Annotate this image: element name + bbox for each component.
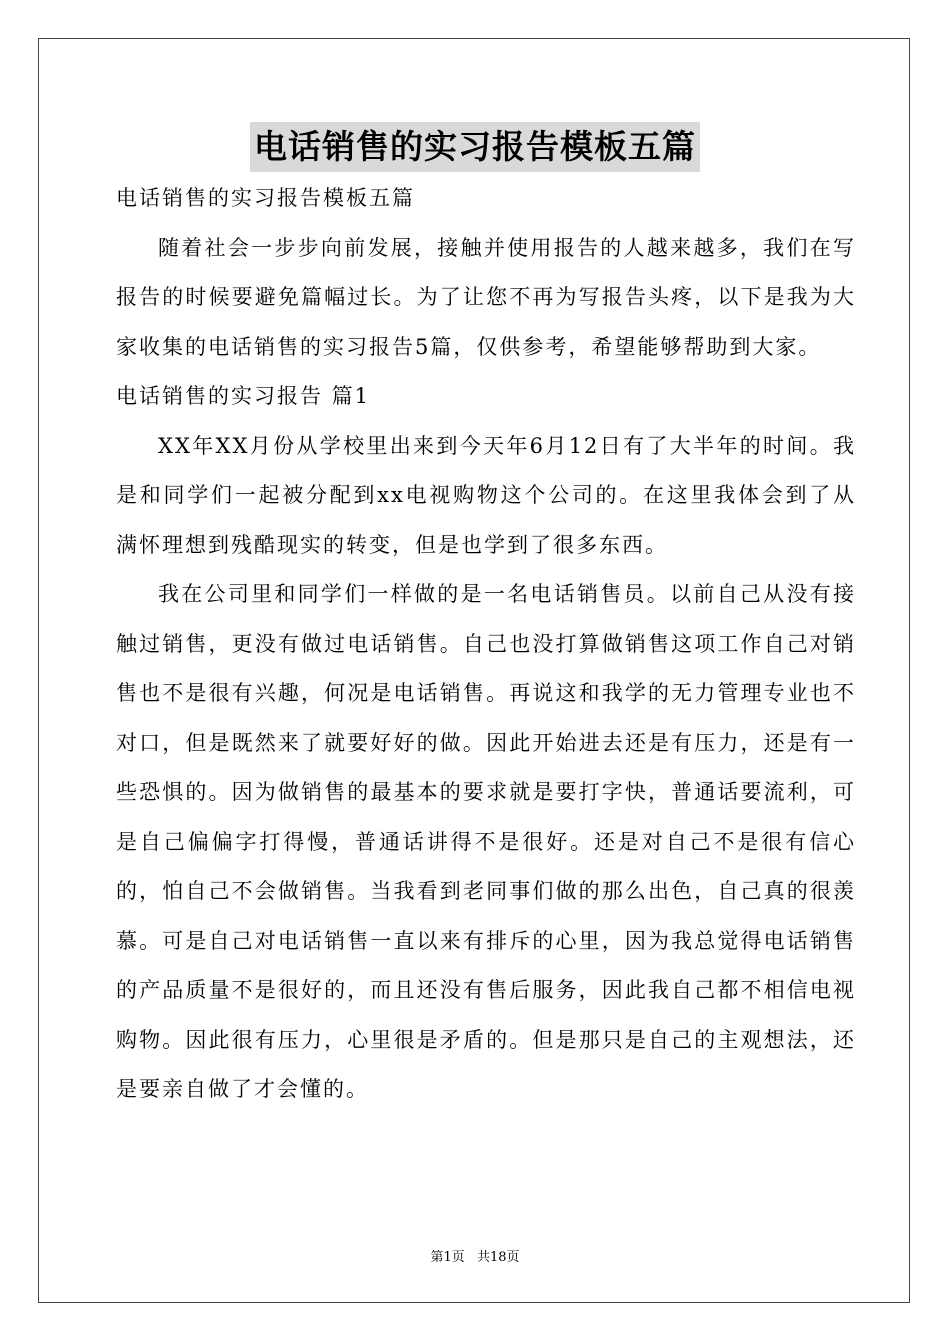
document-body	[116, 174, 856, 1115]
section-heading: 电话销售的实习报告 篇1	[116, 384, 371, 408]
page-footer	[0, 1246, 950, 1265]
document-title: 电话销售的实习报告模板五篇	[250, 122, 700, 172]
body-paragraph-1: XX年XX月份从学校里出来到今天年6月12日有了大半年的时间。我是和同学们一起被分配到xx电视购物这个公司的。在这里我体会到了从满怀理想到残酷现实的转变，但是也学到了很多东西。	[116, 433, 856, 557]
page-total: 共18页	[476, 1250, 520, 1265]
body-paragraph-2: 我在公司里和同学们一样做的是一名电话销售员。以前自己从没有接触过销售，更没有做过电话销售。自己也没打算做销售这项工作自己对销售也不是很有兴趣，何况是电话销售。再说这和我学的无力管理专业也不对口，但是既然来了就要好好的做。因此开始进去还是有压力，还是有一些恐惧的。因为做销售的最基本的要求就是要打字快，普通话要流利，可是自己偏偏字打得慢，普通话讲得不是很好。还是对自己不是很有信心的，怕自己不会做销售。当我看到老同事们做的那么出色，自己真的很羡慕。可是自己对电话销售一直以来有排斥的心里，因为我总觉得电话销售的产品质量不是很好的，而且还没有售后服务，因此我自己都不相信电视购物。因此很有压力，心里很是矛盾的。但是那只是自己的主观想法，还是要亲自做了才会懂的。	[116, 582, 856, 1101]
intro-paragraph: 随着社会一步步向前发展，接触并使用报告的人越来越多，我们在写报告的时候要避免篇幅过长。为了让您不再为写报告头疼，以下是我为大家收集的电话销售的实习报告5篇，仅供参考，希望能够帮助到大家。	[116, 235, 856, 359]
title-container	[0, 122, 950, 172]
subtitle-line: 电话销售的实习报告模板五篇	[116, 186, 415, 210]
page-number: 第1页	[430, 1250, 465, 1265]
